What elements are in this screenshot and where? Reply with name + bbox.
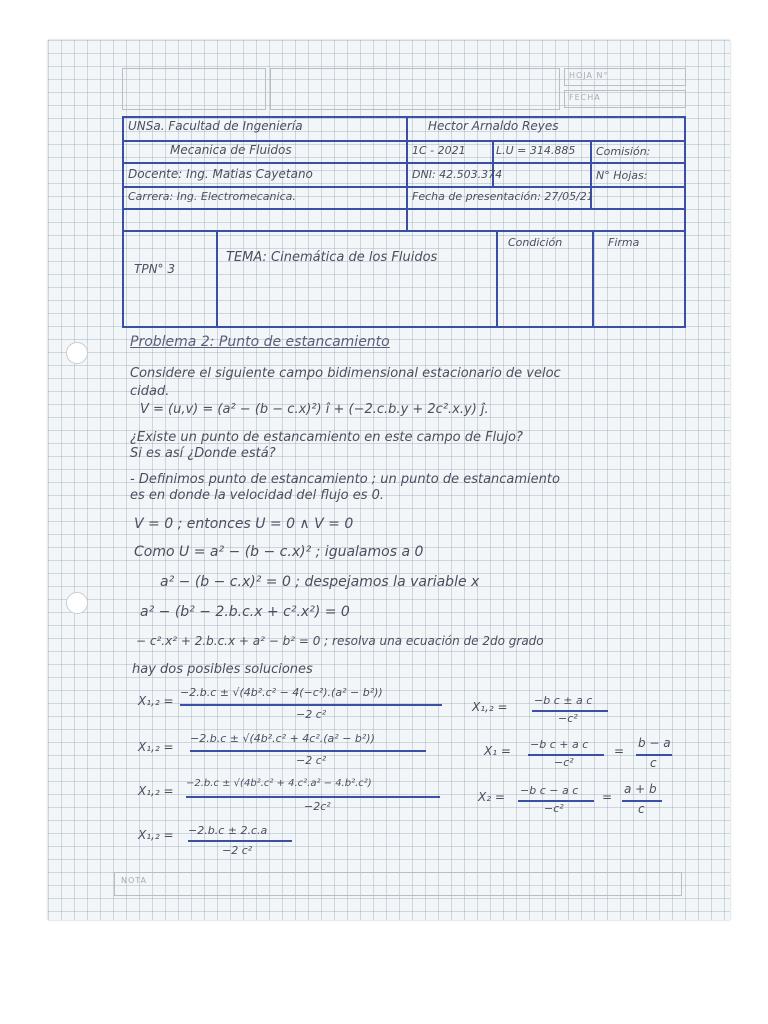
definition-line: es en donde la velocidad del flujo es 0. <box>130 488 385 503</box>
equation-lhs: X₁,₂ = <box>138 694 174 708</box>
question-line: ¿Existe un punto de estancamiento en este campo de Flujo? <box>130 430 523 445</box>
presentation-date: Fecha de presentación: 27/05/21 <box>412 190 594 203</box>
form-row-line <box>124 162 684 164</box>
step-line: − c².x² + 2.b.c.x + a² − b² = 0 ; resolva una ecuación de 2do grado <box>136 634 544 648</box>
punch-hole <box>66 592 88 614</box>
step-line: a² − (b − c.x)² = 0 ; despejamos la variable x <box>160 574 480 590</box>
form-divider <box>592 232 594 328</box>
comision-label: Comisión: <box>596 145 651 158</box>
equals-sign: = <box>614 744 625 758</box>
form-divider <box>496 232 498 328</box>
result-numerator: b − a <box>638 736 671 750</box>
statement-line: cidad. <box>130 384 170 399</box>
equals-sign: = <box>602 790 613 804</box>
step-line: hay dos posibles soluciones <box>132 662 313 677</box>
subject-text: Mecanica de Fluidos <box>170 143 292 157</box>
equation-denominator: −2 c² <box>296 708 327 721</box>
hoja-label: HOJA N° <box>564 68 686 86</box>
equation-denominator: −2 c² <box>296 754 327 767</box>
form-row-line <box>124 230 684 232</box>
result-numerator: −b c − a c <box>520 784 579 797</box>
fecha-label: FECHA <box>564 90 686 108</box>
equation-lhs: X₁,₂ = <box>138 784 174 798</box>
student-name: Hector Arnaldo Reyes <box>428 119 559 133</box>
velocity-field-equation: V = (u,v) = (a² − (b − c.x)²) î + (−2.c.b.y + 2c².x.y) ĵ. <box>140 402 489 417</box>
result-denominator: −c² <box>544 802 564 815</box>
problem-title: Problema 2: Punto de estancamiento <box>130 334 390 350</box>
equation-denominator: −2c² <box>304 800 331 813</box>
institution-text: UNSa. Facultad de Ingeniería <box>128 119 303 133</box>
fraction-bar <box>186 796 440 798</box>
firma-label: Firma <box>608 236 640 249</box>
punch-hole <box>66 342 88 364</box>
form-row-line <box>124 186 684 188</box>
result-numerator: −b c + a c <box>530 738 589 751</box>
form-divider <box>406 118 408 232</box>
period-text: 1C - 2021 <box>412 144 466 157</box>
equation-numerator: −2.b.c ± √(4b².c² − 4(−c²).(a² − b²)) <box>180 686 383 699</box>
result-denominator: −c² <box>554 756 574 769</box>
form-row-line <box>124 208 684 210</box>
fraction-bar <box>188 840 292 842</box>
form-row-line <box>124 140 684 142</box>
tp-number: TPN° 3 <box>134 262 175 276</box>
step-line: V = 0 ; entonces U = 0 ∧ V = 0 <box>134 516 354 532</box>
result-numerator: −b c ± a c <box>534 694 593 707</box>
condicion-label: Condición <box>508 236 563 249</box>
step-line: Como U = a² − (b − c.x)² ; igualamos a 0 <box>134 544 424 560</box>
form-divider <box>216 232 218 328</box>
fraction-bar <box>180 704 442 706</box>
equation-numerator: −2.b.c ± √(4b².c² + 4.c².a² − 4.b².c²) <box>186 778 372 789</box>
equation-numerator: −2.b.c ± √(4b².c² + 4c².(a² − b²)) <box>190 732 375 745</box>
tema-text: TEMA: Cinemática de los Fluidos <box>226 250 438 265</box>
equation-denominator: −2 c² <box>222 844 253 857</box>
docente-text: Docente: Ing. Matias Cayetano <box>128 167 313 181</box>
lu-text: L.U = 314.885 <box>496 144 576 157</box>
result-denominator: c <box>650 756 657 770</box>
definition-line: - Definimos punto de estancamiento ; un punto de estancamiento <box>130 472 560 487</box>
result-lhs: X₁,₂ = <box>472 700 508 714</box>
result-denominator: −c² <box>558 712 578 725</box>
printed-header-box <box>122 68 266 110</box>
step-line: a² − (b² − 2.b.c.x + c².x²) = 0 <box>140 604 350 620</box>
nota-label: NOTA <box>114 872 682 896</box>
question-line: Si es así ¿Donde está? <box>130 446 276 461</box>
equation-numerator: −2.b.c ± 2.c.a <box>188 824 268 837</box>
printed-header-box <box>270 68 560 110</box>
result-lhs: X₂ = <box>478 790 505 804</box>
fraction-bar <box>190 750 426 752</box>
result-denominator: c <box>638 802 645 816</box>
statement-line: Considere el siguiente campo bidimensional estacionario de veloc <box>130 366 561 381</box>
result-lhs: X₁ = <box>484 744 511 758</box>
hojas-label: N° Hojas: <box>596 169 648 182</box>
equation-lhs: X₁,₂ = <box>138 828 174 842</box>
result-numerator: a + b <box>624 782 657 796</box>
dni-text: DNI: 42.503.374 <box>412 168 503 181</box>
carrera-text: Carrera: Ing. Electromecanica. <box>128 190 296 203</box>
equation-lhs: X₁,₂ = <box>138 740 174 754</box>
